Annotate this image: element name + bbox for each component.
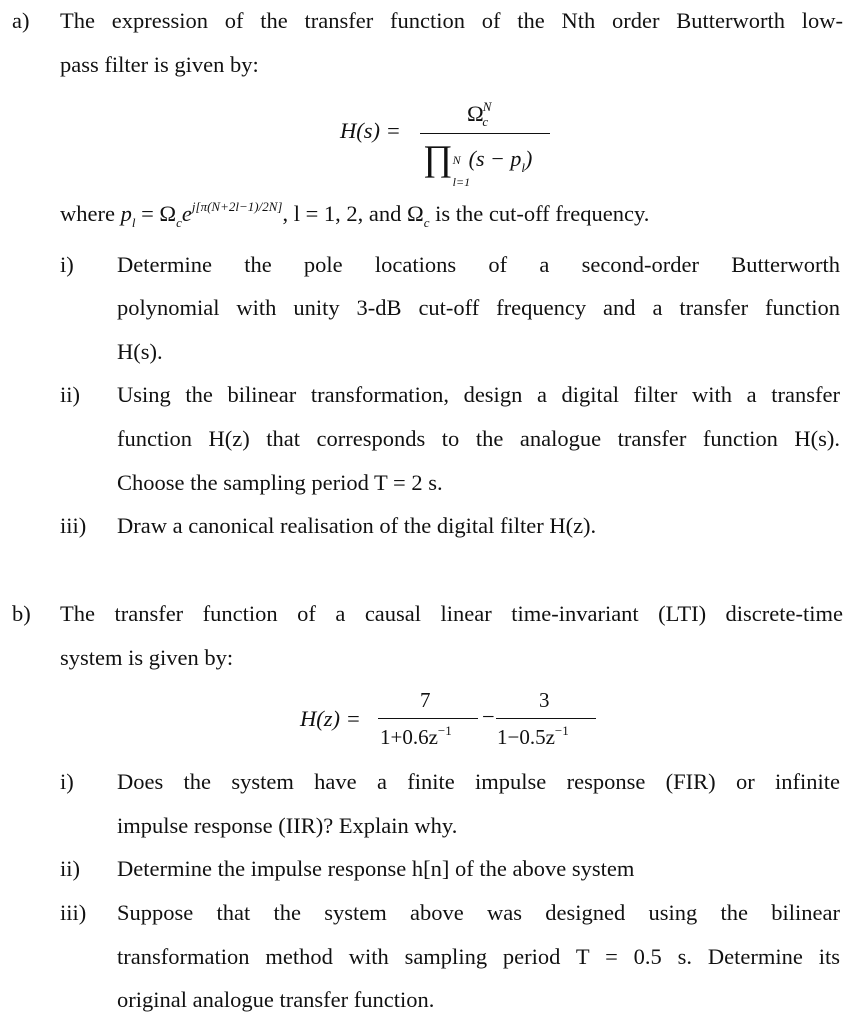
minus-sign: −	[482, 704, 495, 729]
a-item-1-line1: Determine the pole locations of a second-order Butterworth	[117, 252, 840, 277]
denominator: ∏ N l=1 $(s - p_l)$	[423, 138, 533, 189]
a-item-3-label: iii)	[60, 513, 87, 538]
b-item-3-line3: original analogue transfer function.	[117, 987, 435, 1012]
equation-lhs: H(s) =	[340, 118, 401, 143]
part-a-intro-line2: pass filter is given by:	[60, 52, 259, 77]
b-item-3-label: iii)	[60, 900, 87, 925]
where-line: where $p_l = \Omega_ce^{j[\pi(N+2l-1)/2N]}$, l = 1, 2, and $\Omega_c$ is the cut-off frequency.	[60, 199, 650, 230]
hz-lhs: H(z) =	[300, 706, 361, 731]
b-item-1-line2: impulse response (IIR)? Explain why.	[117, 813, 458, 838]
frac2-numerator: 3	[539, 688, 550, 712]
frac1-denominator: $1+0.6z^{-1}$	[380, 723, 452, 749]
a-item-3-line1: Draw a canonical realisation of the digital filter H(z).	[117, 513, 597, 538]
part-b-label: b)	[12, 601, 31, 626]
frac2-bar	[496, 718, 596, 719]
b-item-1-label: i)	[60, 769, 74, 794]
a-item-1-line3: H(s).	[117, 339, 163, 364]
fraction-bar	[420, 133, 550, 134]
frac1-numerator: 7	[420, 688, 431, 712]
part-b-intro-line1: The transfer function of a causal linear time-invariant (LTI) discrete-time	[60, 601, 843, 626]
a-item-1-label: i)	[60, 252, 74, 277]
part-b-intro-line2: system is given by:	[60, 645, 234, 670]
a-item-2-line3: Choose the sampling period T = 2 s.	[117, 470, 443, 495]
b-item-3-line2: transformation method with sampling period T = 0.5 s. Determine its	[117, 944, 840, 969]
a-item-2-line1: Using the bilinear transformation, design a digital filter with a transfer	[117, 382, 840, 407]
b-item-2-line1: Determine the impulse response h[n] of the above system	[117, 856, 635, 881]
a-item-2-line2: function H(z) that corresponds to the analogue transfer function H(s).	[117, 426, 840, 451]
frac2-denominator: $1-0.5z^{-1}$	[497, 723, 569, 749]
part-a-label: a)	[12, 8, 30, 33]
b-item-2-label: ii)	[60, 856, 80, 881]
numerator: $\Omega^N_c$	[467, 99, 492, 129]
b-item-1-line1: Does the system have a finite impulse response (FIR) or infinite	[117, 769, 840, 794]
a-item-1-line2: polynomial with unity 3-dB cut-off frequency and a transfer function	[117, 295, 840, 320]
part-a-intro-line1: The expression of the transfer function of the Nth order Butterworth low-	[60, 8, 843, 33]
frac1-bar	[378, 718, 478, 719]
b-item-3-line1: Suppose that the system above was designed using the bilinear	[117, 900, 840, 925]
a-item-2-label: ii)	[60, 382, 80, 407]
